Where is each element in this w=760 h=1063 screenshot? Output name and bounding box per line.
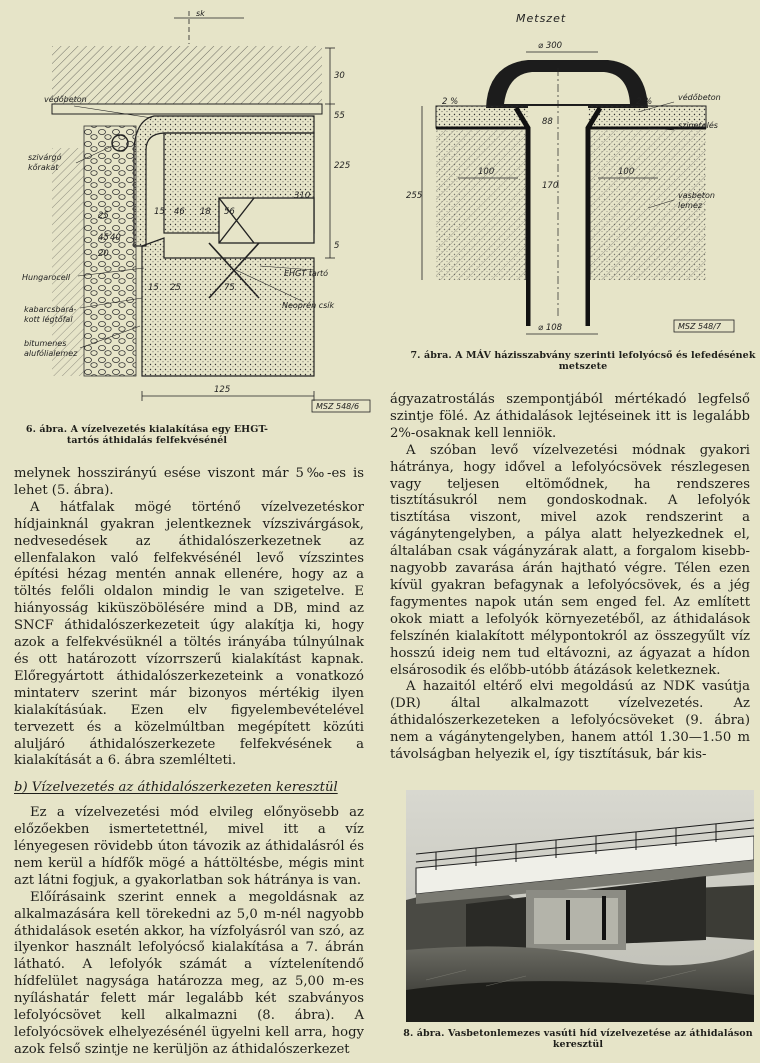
fig7-dim-255: 255 [406,191,423,201]
right-p3: A hazaitól eltérő elvi megoldású az NDK vasútja (DR) által alkalmazott vízelvezetés. Az áthidalószerkezeteken a lefolyócsöveket (9. ábra) nem a vágánytengelyben, hanem attól 1.30—1.50 m távolságban helyezik el, így tisztításuk, bár kis- [390,679,750,763]
figure-8-drawing [406,790,754,1022]
figure-7-caption: 7. ábra. A MÁV házisszabvány szerinti lefolyócső és lefedésének metszete [410,350,756,372]
fig7-vasbeton-label: vasbeton [678,191,715,200]
figure-7 [398,8,758,340]
fig7-vedobeton-label: védőbeton [678,93,721,102]
fig6-dim-310: 310 [294,191,311,201]
fig6-dim-5: 5 [334,241,340,251]
left-p4: Előírásaink szerint ennek a megoldásnak az alkalmazására kell törekedni az 5,0 m-nél nagyobb áthidalások esetén akkor, ha vízfolyásról van szó, az ilyenkor használt lefolyócső kialakítása a 7. ábrán látható. A lefolyók számát a víztelenítendő hídfelület nagysága határozza meg, az 5,00 m-es nyíláshatár felett már legalább két szabványos lefolyócsövet kell alkalmazni (8. ábra). A lefolyócsövek elhelyezésénél ügyelni kell arra, hogy azok felső szintje ne kerüljön az áthidalószerkezet [14,889,364,1057]
section-heading-b: b) Vízelvezetés az áthidalószerkezeten keresztül [14,780,338,796]
fig7-dim-100b: 100 [618,167,635,177]
left-p1: melynek hosszirányú esése viszont már 5‰-es is lehet (5. ábra). [14,466,364,498]
fig7-d108-label: ⌀ 108 [538,323,563,333]
fig6-sk-label: sk [196,9,205,18]
fig7-slope-left: 2 % [442,97,459,107]
fig6-dim-225: 225 [334,161,351,171]
fig6-kott-label: kott légtőfal [24,315,73,324]
fig6-dim-30: 30 [334,71,345,81]
fig6-vedobeton-label: védőbeton [44,95,87,104]
left-p3: Ez a vízelvezetési mód elvileg előnyösebb az előzőekben ismertetettnél, mivel itt a víz lényegesen rövidebb úton távozik az áthidalásról és nem kerül a hídfők mögé a háttöltésbe, mégis mint azt látni fogjuk, a gyakorlatban sok hátránya is van. [14,805,364,888]
left-p2: A hátfalak mögé történő vízelvezetéskor hídjainknál gyakran jelentkeznek vízszivárgások, nedvesedések az áthidalószerkezetnek az ellenfalakon való felfekvésénél levő vízszintes építési hézag mentén annak ellenére, hogy az a töltés felőli oldalon mindig le van szigetelve. E hiányosság kiküszöbölésére mind a DB, mind az SNCF áthidalószerkezeteit úgy alakítja ki, hogy azok a felfekvésüknél a töltés irányába túlnyúlnak és ott határozott vízorrszerű kialakítást kapnak. Előregyártott áthidalószerkezeteink a vonatkozó mintaterv szerint már bizonyos mértékig ilyen kialakításúak. Ezen elv figyelembevételével tervezett és a közelmúltban megépített közúti aluljáró áthidalószerkezete felfekvésének a kialakítását a 6. ábra szemlélteti. [14,499,364,769]
fig7-title: Metszet [516,12,567,25]
fig6-neopren-label: Neoprén csík [282,301,335,310]
fig6-dim-45: 45 [98,233,109,243]
figure-8-photo [406,790,754,1022]
figure-6-caption: 6. ábra. A vízelvezetés kialakítása egy EHGT-tartós áthidalás felfekvésénél [25,424,269,446]
fig6-msz-label: MSZ 548/6 [316,402,360,411]
fig7-d300-label: ⌀ 300 [538,41,563,51]
fig7-szigeteles-label: szigetelés [678,121,718,130]
fig7-dim-88: 88 [542,117,553,127]
fig6-dim-25: 25 [98,211,109,221]
fig7-msz-label: MSZ 548/7 [678,322,722,331]
fig7-lemez-label: lemez [678,201,703,210]
fig6-dim-56: 56 [224,207,235,217]
fig6-ehgt-label: EHGT tartó [284,269,329,278]
fig7-dim-100a: 100 [478,167,495,177]
right-column [390,392,750,764]
fig7-dim-170: 170 [542,181,559,191]
fig6-dim-125: 125 [214,385,231,395]
fig6-dim-15a: 15 [154,207,165,217]
fig6-dim-40: 40 [110,233,121,243]
right-p1: ágyazatrostálás szempontjából mértékadó legfelső szintje fölé. Az áthidalások lejtéseinek itt is legalább 2%-osaknak kell lenniök. [390,392,750,441]
fig6-szivargo-label: szivárgó [28,153,62,162]
fig6-koraklat-label: kőrakat [28,163,59,172]
figure-7-drawing [398,8,758,340]
fig6-dim-18: 18 [200,207,211,217]
right-p2: A szóban levő vízelvezetési módnak gyakori hátránya, hogy idővel a lefolyócsövek részlegesen vagy teljesen eltömődnek, ha rendszeres tisztításukról nem gondoskodnak. A lefolyók tisztítása viszont, mivel azok rendszerint a vágánytengelyben, a pálya alatt helyezkednek el, általában csak vágányzárak alatt, a forgalom kisebb-nagyobb zavarása árán hajtható végre. Télen ezen kívül gyakran befagynak a lefolyócsövek, és a jég fagymentes napok után sem enged fel. Az említett okok miatt a lefolyók környezetéből, az áthidalások felszínén kialakított mélypontokról az összegyűlt víz hosszú ideig nem tud eltávozni, az ágyazat a hídon elsárosodik és előbb-utóbb átázások keletkeznek. [390,442,750,678]
fig6-dim-55: 55 [334,111,345,121]
left-column [14,466,364,1059]
figure-6 [14,8,374,418]
fig6-bitumenes-label: bitumenes [24,339,67,348]
fig6-dim-20: 20 [98,249,109,259]
figure-8-caption: 8. ábra. Vasbetonlemezes vasúti híd vízelvezetése az áthidaláson keresztül [403,1028,753,1050]
fig6-hungarocell-label: Hungarocell [22,273,71,282]
fig6-dim-46: 46 [174,207,185,217]
fig6-dim-25b: 25 [170,283,181,293]
fig6-dim-75: 75 [224,283,235,293]
fig6-alufolia-label: alufólialemez [24,349,78,358]
fig6-kabarcs-label: kabarcsbará- [24,305,77,314]
fig7-slope-right: 2 % [636,97,653,107]
fig6-dim-15b: 15 [148,283,159,293]
figure-6-drawing [14,8,374,418]
